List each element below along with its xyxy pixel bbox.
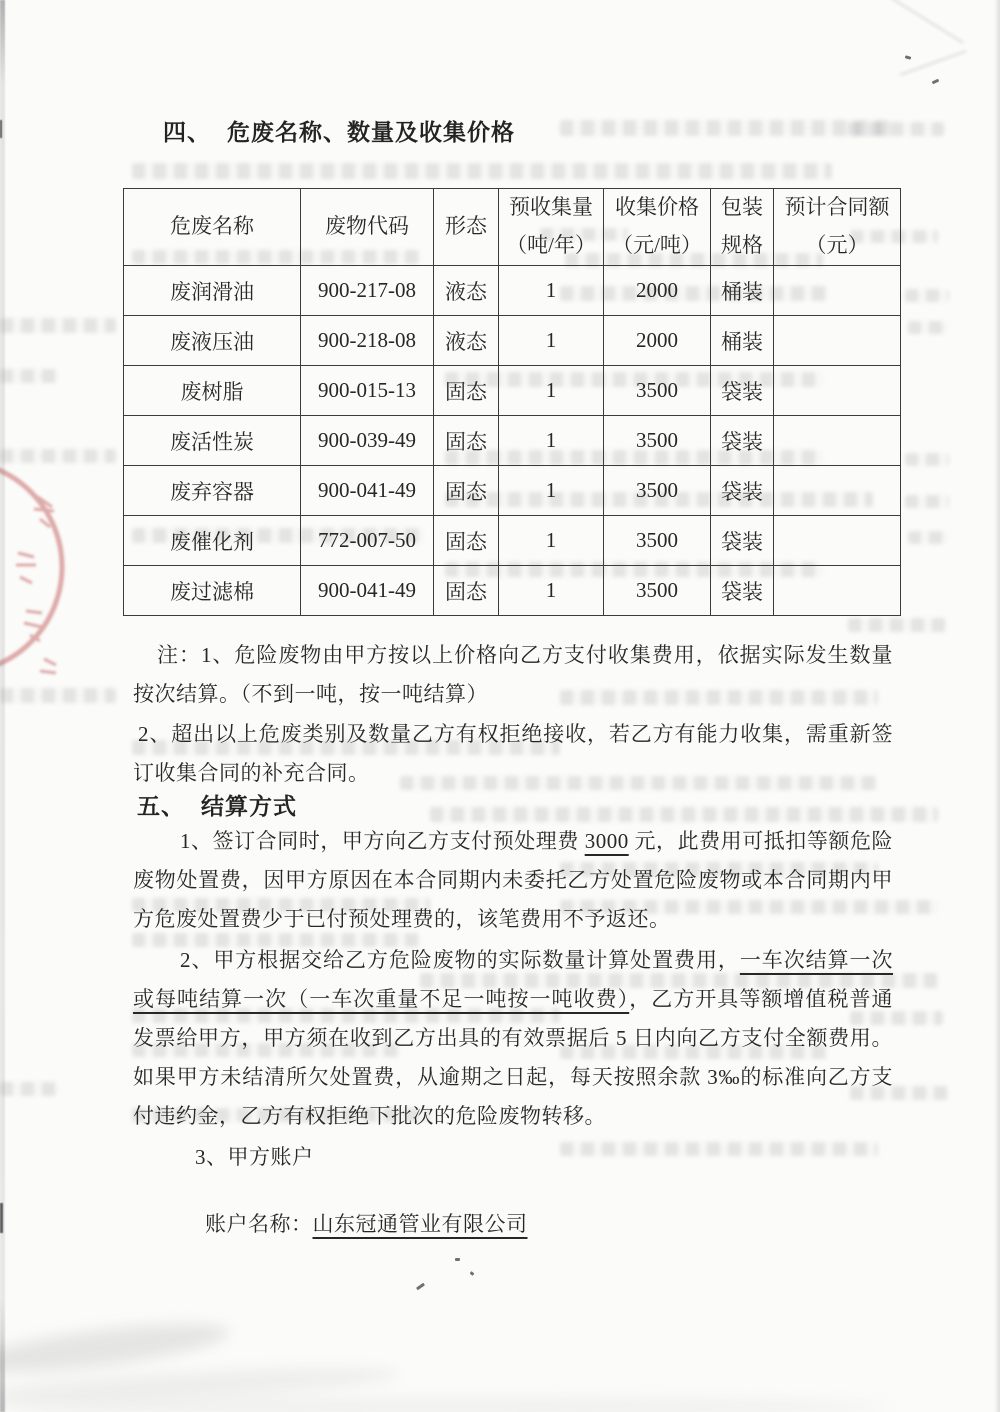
table-cell: 固态: [434, 416, 499, 466]
edge-nick: [0, 120, 2, 138]
table-cell: 废弃容器: [124, 466, 301, 516]
table-cell: 废活性炭: [124, 416, 301, 466]
table-cell: 桶装: [711, 266, 774, 316]
table-cell: 900-218-08: [301, 316, 434, 366]
table-row: [124, 566, 901, 616]
table-cell: 1: [499, 416, 604, 466]
table-cell: [774, 316, 901, 366]
column-header: 预计合同额 （元）: [774, 189, 901, 266]
table-cell: 固态: [434, 516, 499, 566]
bleedthrough-smudge: [430, 807, 938, 822]
column-header: 包装 规格: [711, 189, 774, 266]
bleedthrough-smudge: [908, 321, 948, 334]
table-cell: 1: [499, 316, 604, 366]
bleedthrough-smudge: [0, 318, 116, 333]
note-paragraph-2: 2、超出以上危废类别及数量乙方有权拒绝接收，若乙方有能力收集，需重新签订收集合同的补充合同。: [133, 722, 893, 785]
table-cell: 900-039-49: [301, 416, 434, 466]
hazardous-waste-table: [123, 188, 901, 616]
table-cell: 1: [499, 266, 604, 316]
table-cell: [774, 516, 901, 566]
table-cell: 1: [499, 516, 604, 566]
table-cell: 废催化剂: [124, 516, 301, 566]
table-cell: 3500: [604, 416, 711, 466]
table-cell: 3500: [604, 366, 711, 416]
table-cell: 772-007-50: [301, 516, 434, 566]
table-cell: [774, 366, 901, 416]
table-cell: 900-041-49: [301, 566, 434, 616]
table-cell: 袋装: [711, 466, 774, 516]
table-cell: [774, 266, 901, 316]
text-run: 元，此费用可抵扣等额危险废物处置费，因甲方原因在本合同期内未委托乙方处置危险废物或本合同期内甲方危废处置费少于已付预处理费的，该笔费用不予返还。: [133, 829, 893, 931]
bleedthrough-smudge: [0, 369, 58, 383]
table-cell: 1: [499, 366, 604, 416]
table-cell: 袋装: [711, 516, 774, 566]
table-cell: 900-041-49: [301, 466, 434, 516]
scan-left-edge: [0, 0, 5, 1412]
text-run: ，乙方开具等额增值税普通发票给甲方，甲方须在收到乙方出具的有效票据后 5 日内向乙方支付全额费用。如果甲方未结清所欠处置费，从逾期之日起，每天按照余款 3‰的标准向乙方支付违约金，乙方有权拒绝下批次的危险废物转移。: [133, 987, 894, 1128]
section-4-title: 危废名称、数量及收集价格: [227, 120, 515, 145]
table-cell: 废液压油: [124, 316, 301, 366]
table-cell: 3500: [604, 566, 711, 616]
table-cell: 液态: [434, 266, 499, 316]
seal-circle: [0, 461, 62, 673]
column-header: 危废名称: [124, 189, 301, 266]
party-a-account-heading: 3、甲方账户: [195, 1145, 314, 1169]
table-header-row: [124, 189, 901, 266]
account-name-value: 山东冠通管业有限公司: [312, 1212, 528, 1236]
table-cell: 900-217-08: [301, 266, 434, 316]
bleedthrough-smudge: [560, 120, 890, 136]
table-row: [124, 516, 901, 566]
bleedthrough-smudge: [905, 495, 949, 508]
table-cell: 固态: [434, 366, 499, 416]
note-paragraph-1: 注：1、危险废物由甲方按以上价格向乙方支付收集费用，依据实际发生数量按次结算。（不到一吨，按一吨结算）: [133, 643, 893, 706]
bleedthrough-smudge: [132, 163, 832, 179]
column-header: 预收集量 （吨/年）: [499, 189, 604, 266]
underlined-text: 一车次结算一次或每吨结算一次（一车次重量不足一吨按一吨收费）: [133, 948, 893, 1011]
table-cell: [774, 566, 901, 616]
bleedthrough-smudge: [905, 289, 949, 302]
scan-shadow: [0, 1398, 890, 1412]
bleedthrough-smudge: [0, 1082, 58, 1096]
table-cell: 3500: [604, 516, 711, 566]
table-row: [124, 466, 901, 516]
table-cell: 3500: [604, 466, 711, 516]
table-cell: 废润滑油: [124, 266, 301, 316]
table-cell: 2000: [604, 266, 711, 316]
table-cell: [774, 416, 901, 466]
scan-speck: [455, 1258, 460, 1261]
section-5-title: 结算方式: [201, 794, 297, 819]
table-row: [124, 266, 901, 316]
column-header: 收集价格 （元/吨）: [604, 189, 711, 266]
bleedthrough-smudge: [908, 531, 948, 544]
scan-right-edge: [994, 0, 1000, 1412]
red-seal-stamp: [0, 435, 90, 705]
bleedthrough-smudge: [848, 618, 946, 632]
table-cell: 1: [499, 466, 604, 516]
table-cell: 袋装: [711, 416, 774, 466]
table-cell: 1: [499, 566, 604, 616]
table-cell: 废过滤棉: [124, 566, 301, 616]
section-5-heading: [137, 788, 297, 821]
bleedthrough-smudge: [905, 453, 949, 466]
table-cell: 液态: [434, 316, 499, 366]
account-name-line: [205, 1205, 765, 1244]
table-cell: 2000: [604, 316, 711, 366]
table-cell: 固态: [434, 566, 499, 616]
table-cell: 废树脂: [124, 366, 301, 416]
table-body: [124, 266, 901, 616]
table-cell: 固态: [434, 466, 499, 516]
table-row: [124, 316, 901, 366]
table-cell: 袋装: [711, 566, 774, 616]
section-5-number: 五、: [137, 794, 185, 819]
table-cell: 900-015-13: [301, 366, 434, 416]
table-row: [124, 366, 901, 416]
column-header: 废物代码: [301, 189, 434, 266]
settlement-paragraph-1: [133, 822, 893, 939]
account-name-label: 账户名称：: [205, 1212, 313, 1236]
settlement-paragraph-2: [133, 941, 893, 1136]
text-run: 2、甲方根据交给乙方危险废物的实际数量计算处置费用，: [180, 948, 740, 972]
column-header: 形态: [434, 189, 499, 266]
section-4-heading: [163, 114, 515, 147]
section-4-number: 四、: [163, 120, 211, 145]
table-cell: 桶装: [711, 316, 774, 366]
table-row: [124, 416, 901, 466]
edge-nick: [0, 1203, 3, 1233]
table-cell: [774, 466, 901, 516]
text-run: 1、签订合同时，甲方向乙方支付预处理费: [180, 829, 585, 853]
bleedthrough-smudge: [848, 122, 944, 136]
underlined-text: 3000: [584, 829, 629, 853]
table-cell: 袋装: [711, 366, 774, 416]
